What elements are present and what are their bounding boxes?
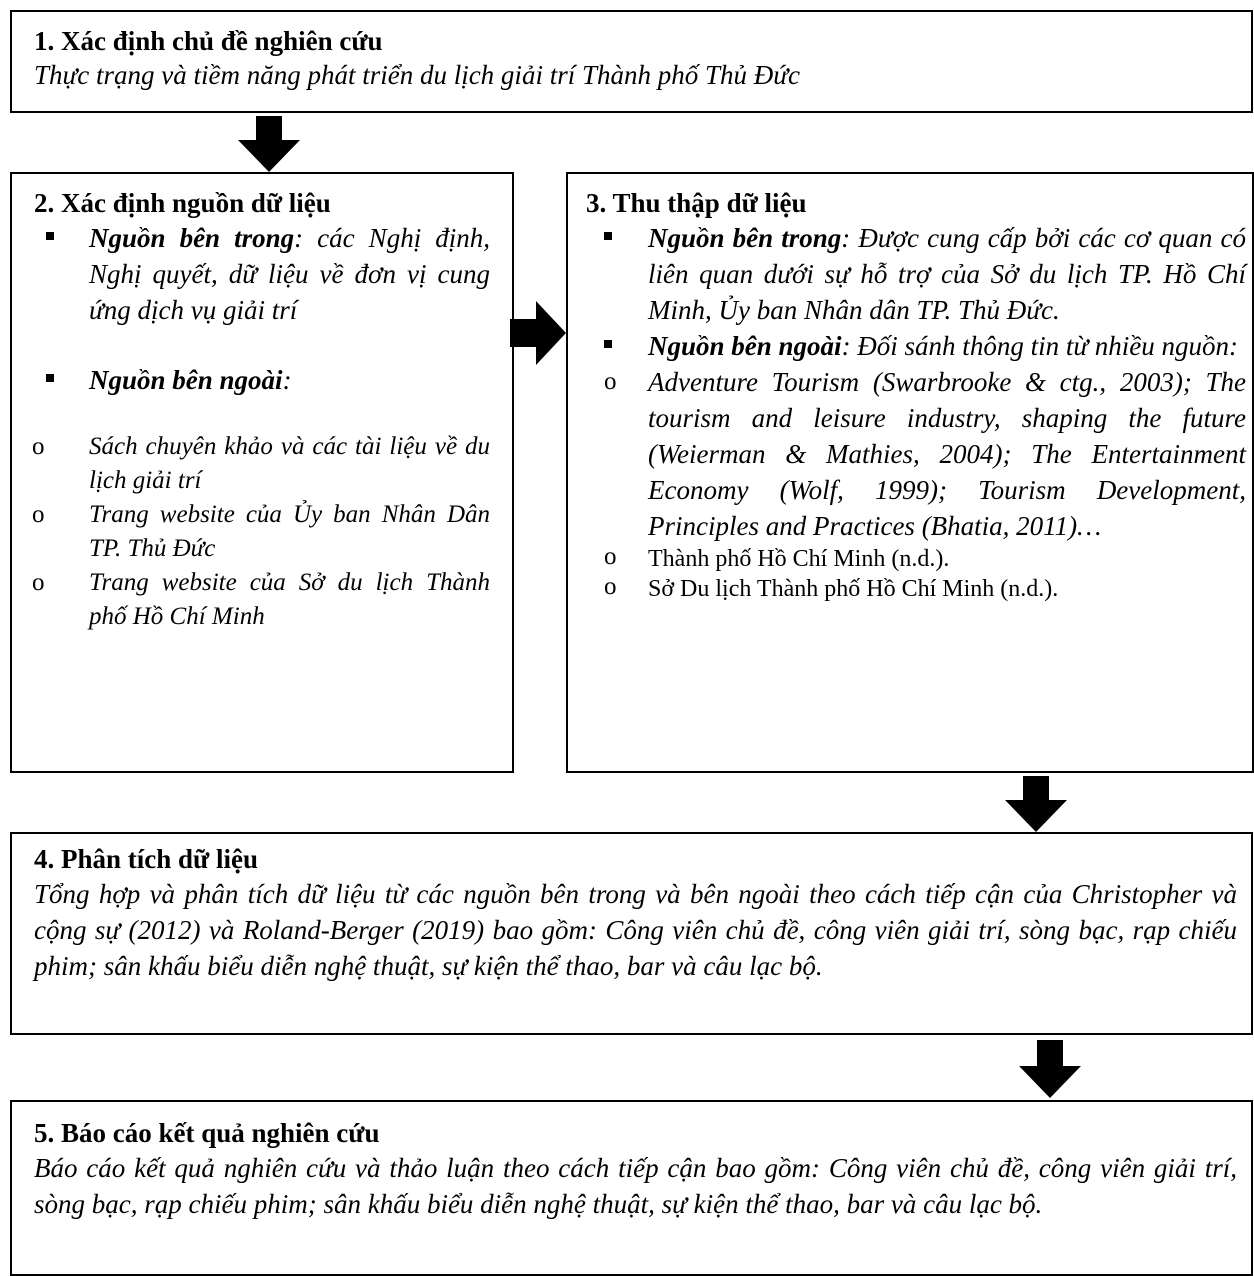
internal-source-item — [34, 220, 490, 328]
step-4-text: Tổng hợp và phân tích dữ liệu từ các nguồn bên trong và bên ngoài theo cách tiếp cận của Christopher và cộng sự (2012) và Roland-Berger (2019) bao gồm: Công viên chủ đề, công viên giải trí, sòng bạc, rạp chiếu phim; sân khấu biểu diễn nghệ thuật, sự kiện thể thao, bar và câu lạc bộ. — [34, 879, 1237, 981]
external-source-item — [586, 328, 1246, 364]
square-bullet-icon — [604, 340, 612, 348]
reference-text: Thành phố Hồ Chí Minh (n.d.). — [648, 546, 950, 572]
source-list-item — [34, 498, 490, 566]
external-source-text: : Đối sánh thông tin từ nhiều nguồn: — [841, 331, 1239, 361]
step-3-title: 3. Thu thập dữ liệu — [586, 188, 807, 218]
reference-text: Adventure Tourism (Swarbrooke & ctg., 2003); The tourism and leisure industry, shaping the future (Weierman & Mathies, 2004); The Entertainment Economy (Wolf, 1999); Tourism Development, Principles and Practices (Bhatia, 2011)… — [648, 367, 1246, 541]
arrow-right-2-to-3 — [510, 301, 566, 365]
step-5-box — [10, 1100, 1253, 1276]
reference-list-item — [586, 574, 1246, 604]
step-5-text: Báo cáo kết quả nghiên cứu và thảo luận theo cách tiếp cận bao gồm: Công viên chủ đề, công viên giải trí, sòng bạc, rạp chiếu phim; sân khấu biểu diễn nghệ thuật, sự kiện thể thao, bar và câu lạc bộ. — [34, 1153, 1237, 1219]
external-source-text: : — [282, 365, 292, 395]
external-source-item — [34, 362, 490, 398]
reference-list-item — [586, 364, 1246, 544]
source-text: Trang website của Sở du lịch Thành phố Hồ Chí Minh — [89, 569, 490, 630]
source-list-item — [34, 430, 490, 498]
external-source-label: Nguồn bên ngoài — [89, 365, 283, 395]
square-bullet-icon — [46, 232, 54, 240]
reference-list-item — [586, 544, 1246, 574]
step-4-title: 4. Phân tích dữ liệu — [34, 844, 258, 874]
step-1-text: Thực trạng và tiềm năng phát triển du lịch giải trí Thành phố Thủ Đức — [34, 60, 800, 90]
circle-bullet-icon: o — [604, 368, 617, 395]
step-3-box — [566, 172, 1254, 773]
source-text: Sách chuyên khảo và các tài liệu về du lịch giải trí — [89, 433, 490, 494]
internal-source-label: Nguồn bên trong — [89, 223, 295, 253]
step-5-title: 5. Báo cáo kết quả nghiên cứu — [34, 1118, 380, 1148]
circle-bullet-icon: o — [32, 569, 45, 596]
circle-bullet-icon: o — [604, 543, 617, 570]
internal-source-text: : các Nghị định, Nghị quyết, dữ liệu về đơn vị cung ứng dịch vụ giải trí — [89, 223, 490, 325]
step-1-title: 1. Xác định chủ đề nghiên cứu — [34, 26, 383, 56]
step-4-box — [10, 832, 1253, 1035]
arrow-down-3-to-4 — [1005, 776, 1067, 832]
arrow-down-1-to-2 — [238, 116, 300, 172]
source-list-item — [34, 566, 490, 634]
circle-bullet-icon: o — [604, 573, 617, 600]
step-2-box — [10, 172, 514, 773]
circle-bullet-icon: o — [32, 433, 45, 460]
reference-text: Sở Du lịch Thành phố Hồ Chí Minh (n.d.). — [648, 576, 1059, 602]
internal-source-text: : Được cung cấp bởi các cơ quan có liên quan dưới sự hỗ trợ của Sở du lịch TP. Hồ Chí Minh, Ủy ban Nhân dân TP. Thủ Đức. — [648, 223, 1246, 325]
external-source-label: Nguồn bên ngoài — [648, 331, 842, 361]
internal-source-label: Nguồn bên trong — [648, 223, 842, 253]
circle-bullet-icon: o — [32, 501, 45, 528]
square-bullet-icon — [604, 232, 612, 240]
step-2-title: 2. Xác định nguồn dữ liệu — [34, 188, 331, 218]
arrow-down-4-to-5 — [1019, 1040, 1081, 1098]
square-bullet-icon — [46, 374, 54, 382]
source-text: Trang website của Ủy ban Nhân Dân TP. Thủ Đức — [89, 501, 490, 562]
step-1-box — [10, 10, 1253, 113]
internal-source-item — [586, 220, 1246, 328]
